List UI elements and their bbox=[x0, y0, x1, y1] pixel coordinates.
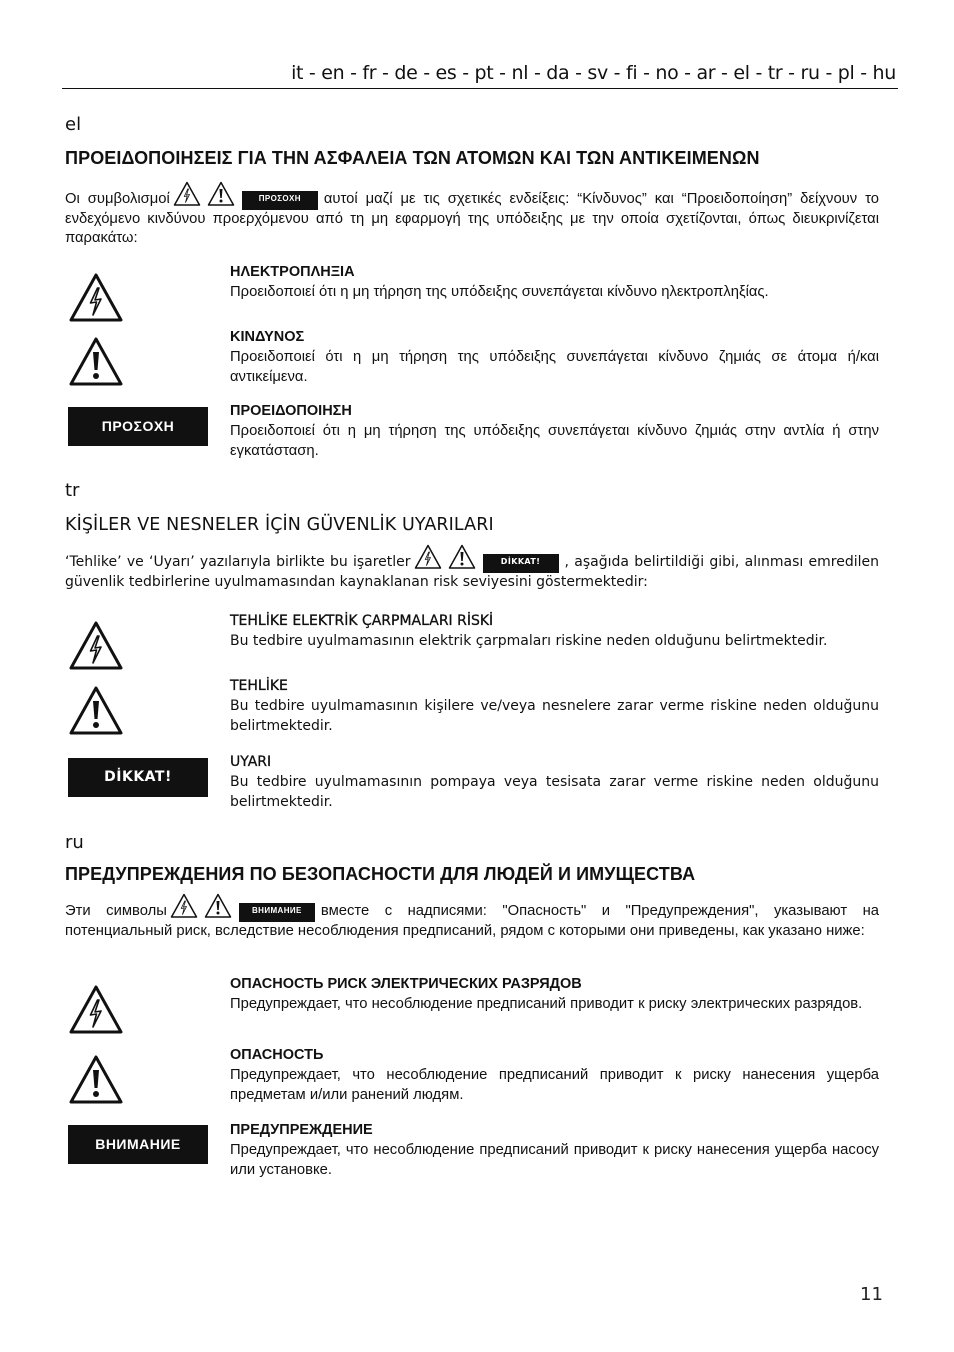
section-code-el: el bbox=[65, 114, 82, 135]
electric-shock-warning-icon bbox=[68, 984, 124, 1036]
intro-tr bbox=[65, 544, 879, 592]
item-title: ΚΙΝΔΥΝΟΣ bbox=[230, 329, 305, 345]
item-title: ΠΡΟΕΙΔΟΠΟΙΗΣΗ bbox=[230, 403, 352, 419]
section-title-el: ΠΡΟΕΙΔΟΠΟΙΗΣΕΙΣ ΓΙΑ ΤΗΝ ΑΣΦΑΛΕΙΑ ΤΩΝ ΑΤΟΜΩΝ ΚΑΙ ΤΩΝ ΑΝΤΙΚΕΙΜΕΝΩΝ bbox=[65, 148, 760, 168]
section-code-ru: ru bbox=[65, 832, 84, 853]
item-desc: Προειδοποιεί ότι η μη τήρηση της υπόδειξης συνεπάγεται κίνδυνο ηλεκτροπληξίας. bbox=[230, 284, 769, 300]
item-title: ОПАСНОСТЬ bbox=[230, 1047, 324, 1063]
item-warning-ru bbox=[230, 1121, 879, 1180]
item-title: TEHLİKE bbox=[230, 678, 288, 694]
item-electric-ru bbox=[230, 975, 879, 1014]
warning-badge: ΠΡΟΣΟΧΗ bbox=[68, 407, 208, 446]
warning-badge-mini: ΠΡΟΣΟΧΗ bbox=[242, 191, 318, 210]
general-danger-icon bbox=[68, 685, 124, 737]
item-warning-el bbox=[230, 402, 879, 461]
item-title: ОПАСНОСТЬ РИСК ЭЛЕКТРИЧЕСКИХ РАЗРЯДОВ bbox=[230, 976, 582, 992]
intro-el bbox=[65, 181, 879, 248]
item-desc: Προειδοποιεί ότι η μη τήρηση της υπόδειξης συνεπάγεται κίνδυνο ζημιάς σε άτομα ή/και αντικείμενα. bbox=[230, 349, 879, 385]
item-danger-tr bbox=[230, 677, 879, 736]
general-danger-icon bbox=[68, 336, 124, 388]
item-desc: Bu tedbire uyulmamasının elektrik çarpmaları riskine neden olduğunu belirtmektedir. bbox=[230, 633, 828, 649]
item-danger-el bbox=[230, 328, 879, 387]
electric-shock-warning-icon bbox=[68, 620, 124, 672]
item-desc: Предупреждает, что несоблюдение предписаний приводит к риску нанесения ущерба предметам и/или ранений людям. bbox=[230, 1067, 879, 1103]
intro-text-before: Οι συμβολισμοί bbox=[65, 191, 170, 207]
warning-badge: DİKKAT! bbox=[68, 758, 208, 797]
intro-text-after: , aşağıda belirtildiği gibi, alınması emredilen güvenlik tedbirlerine uyulmamasından kaynaklanan risk seviyesini göstermektedir: bbox=[65, 554, 879, 590]
general-danger-icon bbox=[204, 893, 232, 919]
page-number: 11 bbox=[860, 1284, 883, 1305]
warning-badge: ВНИМАНИЕ bbox=[68, 1125, 208, 1164]
item-electric-tr bbox=[230, 612, 879, 651]
intro-text-before: Эти символы bbox=[65, 903, 167, 919]
item-desc: Предупреждает, что несоблюдение предписаний приводит к риску электрических разрядов. bbox=[230, 996, 863, 1012]
intro-text-after: вместе с надписями: "Опасность" и "Предупреждения", указывают на потенциальный риск, вследствие несоблюдения предписаний, рядом с которыми они приведены, как указано ниже: bbox=[65, 903, 879, 939]
warning-badge-mini: DİKKAT! bbox=[483, 554, 559, 573]
electric-shock-warning-icon bbox=[414, 544, 442, 570]
general-danger-icon bbox=[68, 1054, 124, 1106]
item-electric-el bbox=[230, 263, 879, 302]
general-danger-icon bbox=[207, 181, 235, 207]
intro-text-after: αυτοί μαζί με τις σχετικές ενδείξεις: “Κίνδυνος” και “Προειδοποίηση” δείχνουν το ενδεχόμενο κινδύνου προερχόμενου από τη μη εφαρμογή της υπόδειξης με την οποία σχετίζονται, όπως διευκρινίζεται παρακάτω: bbox=[65, 191, 879, 246]
section-title-ru: ПРЕДУПРЕЖДЕНИЯ ПО БЕЗОПАСНОСТИ ДЛЯ ЛЮДЕЙ И ИМУЩЕСТВА bbox=[65, 864, 696, 884]
item-desc: Bu tedbire uyulmamasının pompaya veya tesisata zarar verme riskine neden olduğunu belirtmektedir. bbox=[230, 774, 879, 810]
item-title: TEHLİKE ELEKTRİK ÇARPMALARI RİSKİ bbox=[230, 613, 494, 629]
item-warning-tr bbox=[230, 753, 879, 812]
item-title: ПРЕДУПРЕЖДЕНИЕ bbox=[230, 1122, 373, 1138]
section-title-tr: KİŞİLER VE NESNELER İÇİN GÜVENLİK UYARILARI bbox=[65, 515, 494, 535]
item-desc: Bu tedbire uyulmamasının kişilere ve/veya nesnelere zarar verme riskine neden olduğunu belirtmektedir. bbox=[230, 698, 879, 734]
intro-ru bbox=[65, 893, 879, 941]
header-rule bbox=[62, 88, 898, 89]
item-desc: Προειδοποιεί ότι η μη τήρηση της υπόδειξης συνεπάγεται κίνδυνο ζημιάς στην αντλία ή στην εγκατάσταση. bbox=[230, 423, 879, 459]
item-title: UYARI bbox=[230, 754, 272, 770]
section-code-tr: tr bbox=[65, 480, 80, 501]
electric-shock-warning-icon bbox=[68, 272, 124, 324]
language-index: it - en - fr - de - es - pt - nl - da - sv - fi - no - ar - el - tr - ru - pl - hu bbox=[291, 62, 896, 84]
item-title: ΗΛΕΚΤΡΟΠΛΗΞΙΑ bbox=[230, 264, 355, 280]
electric-shock-warning-icon bbox=[173, 181, 201, 207]
item-danger-ru bbox=[230, 1046, 879, 1105]
general-danger-icon bbox=[448, 544, 476, 570]
item-desc: Предупреждает, что несоблюдение предписаний приводит к риску нанесения ущерба насосу или установке. bbox=[230, 1142, 879, 1178]
warning-badge-mini: ВНИМАНИЕ bbox=[239, 903, 315, 922]
intro-text-before: ‘Tehlike’ ve ‘Uyarı’ yazılarıyla birlikte bu işaretler bbox=[65, 554, 411, 570]
electric-shock-warning-icon bbox=[170, 893, 198, 919]
